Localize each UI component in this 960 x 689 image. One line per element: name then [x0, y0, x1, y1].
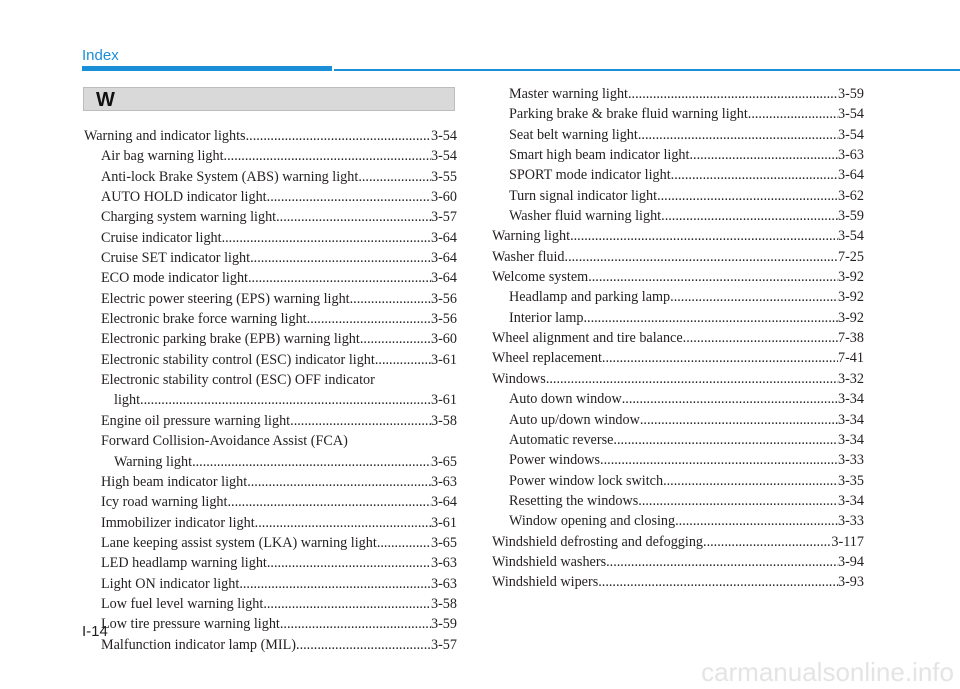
index-entry — [84, 228, 457, 248]
index-entry — [84, 167, 457, 187]
dot-leader — [276, 207, 431, 227]
index-entry-text: Resetting the windows — [509, 492, 639, 509]
index-entry — [492, 308, 864, 328]
index-entry-page: 3-33 — [837, 513, 864, 530]
index-entry — [492, 369, 864, 389]
dot-leader — [663, 471, 838, 491]
index-entry-text: Electronic parking brake (EPB) warning light — [101, 331, 360, 348]
index-entry — [84, 309, 457, 329]
index-entry-page: 3-61 — [430, 351, 457, 368]
index-entry — [84, 574, 457, 594]
index-entry-text: LED headlamp warning light — [101, 555, 267, 572]
index-entry — [492, 348, 864, 368]
dot-leader — [565, 247, 838, 267]
index-entry-text: Turn signal indicator light — [509, 187, 658, 204]
index-entry-page: 3-61 — [430, 514, 457, 531]
index-entry-text: AUTO HOLD indicator light — [101, 189, 267, 206]
index-entry-page: 3-32 — [837, 370, 864, 387]
index-entry — [84, 533, 457, 553]
dot-leader — [748, 104, 838, 124]
dot-leader — [628, 84, 838, 104]
index-entry-page: 3-59 — [837, 208, 864, 225]
index-entry-text: Power window lock switch — [509, 472, 664, 489]
index-entry — [492, 125, 864, 145]
index-entry-page: 3-94 — [837, 553, 864, 570]
index-entry-text: Air bag warning light — [101, 148, 224, 165]
index-entry — [492, 328, 864, 348]
index-entry-text: Auto up/down window — [509, 411, 640, 428]
index-entry — [84, 411, 457, 431]
index-entry-text: Forward Collision-Avoidance Assist (FCA) — [101, 433, 348, 450]
index-entry — [84, 452, 457, 472]
index-entry-text: Parking brake & brake fluid warning light — [509, 106, 748, 123]
dot-leader — [600, 450, 838, 470]
dot-leader — [598, 572, 838, 592]
index-entry-text: Warning and indicator lights — [84, 128, 246, 144]
index-entry-text: Interior lamp — [509, 309, 584, 326]
dot-leader — [239, 574, 431, 594]
index-entry — [84, 146, 457, 166]
index-entry-page: 3-60 — [430, 331, 457, 348]
dot-leader — [222, 228, 431, 248]
index-entry-text: Window opening and closing — [509, 513, 676, 530]
index-entry-page: 3-34 — [837, 411, 864, 428]
index-entry-text: Windows — [492, 370, 546, 387]
dot-leader — [588, 267, 838, 287]
index-entry-page: 3-55 — [430, 168, 457, 185]
index-entry-text: Windshield defrosting and defogging — [492, 533, 704, 550]
index-entry — [84, 370, 457, 390]
index-entry-page: 3-60 — [430, 189, 457, 206]
letter-heading: W — [96, 89, 115, 111]
dot-leader — [140, 390, 431, 410]
index-entry-page: 3-57 — [430, 209, 457, 226]
index-entry-text: Washer fluid warning light — [509, 208, 662, 225]
index-entry-text: Warning light — [114, 453, 193, 470]
index-entry-text: Charging system warning light — [101, 209, 277, 226]
section-label: Index — [82, 47, 119, 64]
header-rule-thick — [82, 66, 332, 71]
dot-leader — [638, 491, 838, 511]
dot-leader — [546, 369, 838, 389]
index-entry-page: 3-65 — [430, 453, 457, 470]
dot-leader — [307, 309, 431, 329]
dot-leader — [247, 472, 431, 492]
index-entry — [84, 207, 457, 227]
dot-leader — [263, 594, 431, 614]
dot-leader — [250, 248, 431, 268]
index-entry-text: ECO mode indicator light — [101, 270, 248, 287]
dot-leader — [246, 126, 431, 146]
index-entry-page: 3-92 — [837, 289, 864, 306]
index-entry-page: 3-65 — [430, 534, 457, 551]
index-entry-page: 3-93 — [837, 574, 864, 591]
index-entry-text: Warning light — [492, 228, 571, 245]
dot-leader — [192, 452, 431, 472]
dot-leader — [267, 553, 431, 573]
dot-leader — [358, 167, 431, 187]
index-entry — [492, 389, 864, 409]
dot-leader — [570, 226, 838, 246]
dot-leader — [602, 348, 838, 368]
dot-leader — [290, 411, 431, 431]
index-entry-text: Washer fluid — [492, 248, 565, 265]
dot-leader — [267, 187, 431, 207]
index-entry — [84, 492, 457, 512]
index-entry — [492, 572, 864, 592]
index-entry — [492, 267, 864, 287]
dot-leader — [638, 125, 838, 145]
index-entry-page: 3-63 — [430, 575, 457, 592]
index-entry — [84, 187, 457, 207]
index-entry — [492, 84, 864, 104]
index-entry-text: Wheel alignment and tire balance — [492, 330, 683, 347]
dot-leader — [360, 329, 431, 349]
index-entry — [84, 350, 457, 370]
index-entry — [492, 471, 864, 491]
index-entry-page: 3-117 — [831, 533, 864, 550]
index-entry-text: Windshield wipers — [492, 574, 599, 591]
index-entry-page: 3-58 — [430, 595, 457, 612]
dot-leader — [377, 533, 431, 553]
index-entry — [84, 248, 457, 268]
dot-leader — [583, 308, 838, 328]
index-entry-page: 7-38 — [837, 330, 864, 347]
index-entry-page: 3-35 — [837, 472, 864, 489]
watermark: carmanualsonline.info — [701, 657, 954, 687]
dot-leader — [613, 430, 838, 450]
index-entry-page: 3-64 — [430, 250, 457, 267]
dot-leader — [375, 350, 431, 370]
index-entry-page: 3-56 — [430, 311, 457, 328]
index-entry-page: 3-34 — [837, 391, 864, 408]
index-entry — [84, 513, 457, 533]
index-entry-text: Immobilizer indicator light — [101, 514, 255, 531]
index-entry — [492, 145, 864, 165]
index-entry-text: Master warning light — [509, 86, 628, 102]
dot-leader — [689, 145, 838, 165]
index-entry-text: Cruise indicator light — [101, 229, 222, 246]
letter-heading-box — [83, 87, 455, 111]
index-entry — [492, 511, 864, 531]
index-entry-text: Icy road warning light — [101, 494, 228, 511]
index-entry-text: Electric power steering (EPS) warning light — [101, 290, 350, 307]
index-entry — [492, 532, 864, 552]
index-entry-text: Light ON indicator light — [101, 575, 240, 592]
index-entry-text: Lane keeping assist system (LKA) warning light — [101, 534, 377, 551]
index-entry — [492, 104, 864, 124]
index-entry — [492, 552, 864, 572]
index-entry-text: Auto down window — [509, 391, 622, 408]
dot-leader — [224, 146, 431, 166]
index-entry-page: 3-61 — [430, 392, 457, 409]
dot-leader — [703, 532, 831, 552]
index-entry-text: Welcome system — [492, 269, 589, 286]
index-entry-page: 3-57 — [430, 636, 457, 653]
index-entry-text: Engine oil pressure warning light — [101, 412, 291, 429]
index-entry-page: 3-59 — [430, 616, 457, 633]
index-entry — [492, 226, 864, 246]
dot-leader — [606, 552, 838, 572]
index-entry-page: 3-64 — [837, 167, 864, 184]
index-entry — [84, 126, 457, 146]
index-entry-page: 3-54 — [837, 228, 864, 245]
index-entry — [492, 430, 864, 450]
index-entry-page: 3-63 — [430, 555, 457, 572]
dot-leader — [255, 513, 431, 533]
dot-leader — [280, 614, 431, 634]
index-entry-page: 7-41 — [837, 350, 864, 367]
index-entry — [492, 491, 864, 511]
index-entry — [84, 635, 457, 655]
index-entry-page: 3-63 — [837, 147, 864, 164]
index-entry — [492, 165, 864, 185]
index-entry — [84, 472, 457, 492]
index-entry-text: Low fuel level warning light — [101, 595, 264, 612]
index-entry-page: 7-25 — [837, 248, 864, 265]
index-entry-page: 3-64 — [430, 494, 457, 511]
index-entry — [492, 206, 864, 226]
dot-leader — [640, 410, 838, 430]
index-entry-text: Electronic stability control (ESC) OFF indicator — [101, 372, 375, 389]
index-entry-page: 3-33 — [837, 452, 864, 469]
dot-leader — [227, 492, 431, 512]
index-entry — [492, 450, 864, 470]
dot-leader — [248, 268, 431, 288]
index-entry — [84, 431, 457, 451]
index-column-left — [84, 126, 457, 655]
index-entry-text: Cruise SET indicator light — [101, 250, 251, 267]
index-entry-page: 3-34 — [837, 431, 864, 448]
dot-leader — [657, 186, 838, 206]
index-entry — [84, 594, 457, 614]
index-entry-page: 3-64 — [430, 229, 457, 246]
index-entry — [84, 268, 457, 288]
index-entry-page: 3-54 — [430, 148, 457, 165]
index-entry-text: Low tire pressure warning light — [101, 616, 280, 633]
index-entry-text: High beam indicator light — [101, 473, 248, 490]
index-column-right — [492, 84, 864, 593]
index-entry-page: 3-54 — [837, 106, 864, 123]
index-entry-text: Electronic stability control (ESC) indicator light — [101, 351, 375, 368]
dot-leader — [350, 289, 431, 309]
index-entry-page: 3-64 — [430, 270, 457, 287]
index-entry — [84, 289, 457, 309]
index-entry-text: Wheel replacement — [492, 350, 602, 367]
dot-leader — [661, 206, 838, 226]
index-entry — [84, 553, 457, 573]
index-entry-text: Electronic brake force warning light — [101, 311, 307, 328]
dot-leader — [622, 389, 838, 409]
index-entry-text: Seat belt warning light — [509, 126, 638, 143]
index-entry-text: light — [114, 392, 141, 409]
index-entry-page: 3-63 — [430, 473, 457, 490]
dot-leader — [675, 511, 838, 531]
index-entry — [84, 329, 457, 349]
index-entry-text: Headlamp and parking lamp — [509, 289, 671, 306]
index-entry — [492, 186, 864, 206]
header-rule-thin — [334, 69, 960, 71]
index-entry-page: 3-92 — [837, 269, 864, 286]
dot-leader — [683, 328, 838, 348]
index-entry-text: Smart high beam indicator light — [509, 147, 690, 164]
index-entry-text: Malfunction indicator lamp (MIL) — [101, 636, 297, 653]
page-number: I-14 — [82, 623, 108, 640]
index-entry — [492, 410, 864, 430]
index-entry-text: Automatic reverse — [509, 431, 614, 448]
dot-leader — [296, 635, 431, 655]
index-entry — [492, 287, 864, 307]
index-entry-text: SPORT mode indicator light — [509, 167, 671, 184]
index-entry-page: 3-62 — [837, 187, 864, 204]
index-entry-text: Windshield washers — [492, 553, 607, 570]
dot-leader — [671, 165, 838, 185]
index-entry-page: 3-34 — [837, 492, 864, 509]
index-entry-page: 3-56 — [430, 290, 457, 307]
index-entry — [84, 390, 457, 410]
index-entry-page: 3-58 — [430, 412, 457, 429]
index-entry-text: Anti-lock Brake System (ABS) warning light — [101, 168, 359, 185]
index-entry — [84, 614, 457, 634]
index-entry-page: 3-92 — [837, 309, 864, 326]
index-entry-page: 3-59 — [837, 86, 864, 102]
index-entry-page: 3-54 — [430, 128, 457, 144]
dot-leader — [670, 287, 838, 307]
index-entry-page: 3-54 — [837, 126, 864, 143]
index-entry-text: Power windows — [509, 452, 601, 469]
index-entry — [492, 247, 864, 267]
